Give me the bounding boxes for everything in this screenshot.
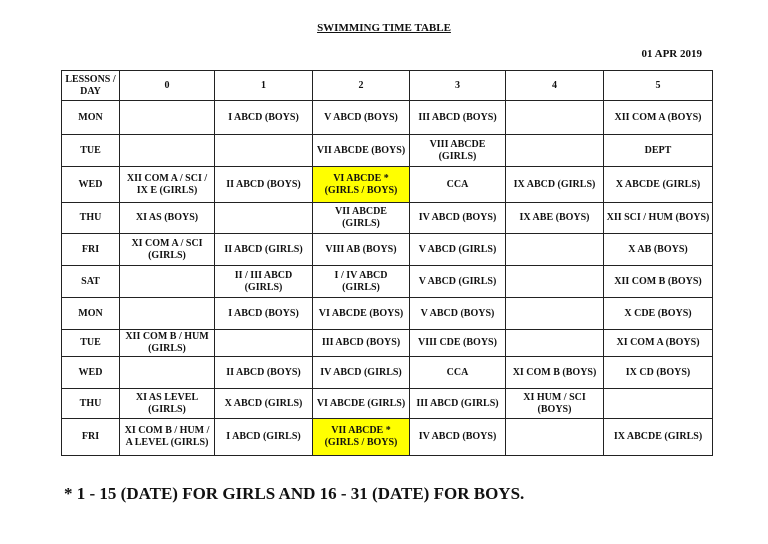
- lesson-cell: X ABCD (GIRLS): [215, 389, 313, 419]
- lesson-cell: XI AS (BOYS): [120, 203, 215, 234]
- lesson-cell: III ABCD (BOYS): [410, 101, 506, 135]
- lesson-cell: II / III ABCD (GIRLS): [215, 266, 313, 298]
- lesson-cell: II ABCD (BOYS): [215, 167, 313, 203]
- lesson-cell: XII COM A / SCI / IX E (GIRLS): [120, 167, 215, 203]
- document-date: 01 APR 2019: [641, 48, 702, 60]
- lesson-cell: [120, 357, 215, 389]
- lesson-cell: [120, 298, 215, 330]
- lesson-cell: I ABCD (GIRLS): [215, 419, 313, 456]
- day-cell: SAT: [62, 266, 120, 298]
- table-row: [62, 167, 713, 203]
- lesson-cell: [120, 266, 215, 298]
- lesson-cell: CCA: [410, 357, 506, 389]
- lesson-cell: X CDE (BOYS): [604, 298, 713, 330]
- footnote: * 1 - 15 (DATE) FOR GIRLS AND 16 - 31 (DATE) FOR BOYS.: [64, 484, 525, 503]
- page-title: SWIMMING TIME TABLE: [317, 22, 451, 34]
- table-row: [62, 266, 713, 298]
- header-cell-lesson-0: 0: [120, 71, 215, 101]
- lesson-cell: [120, 135, 215, 167]
- lesson-cell: [506, 419, 604, 456]
- lesson-cell: I ABCD (BOYS): [215, 298, 313, 330]
- day-cell: WED: [62, 167, 120, 203]
- lesson-cell: DEPT: [604, 135, 713, 167]
- header-cell-lesson-1: 1: [215, 71, 313, 101]
- lesson-cell: XII COM A (BOYS): [604, 101, 713, 135]
- swimming-timetable: [61, 70, 713, 456]
- day-cell: MON: [62, 298, 120, 330]
- lesson-cell: V ABCD (GIRLS): [410, 234, 506, 266]
- header-cell-lesson-2: 2: [313, 71, 410, 101]
- lesson-cell: VI ABCDE * (GIRLS / BOYS): [313, 167, 410, 203]
- lesson-cell: IX ABCDE (GIRLS): [604, 419, 713, 456]
- day-cell: MON: [62, 101, 120, 135]
- lesson-cell: [506, 266, 604, 298]
- lesson-cell: IV ABCD (BOYS): [410, 203, 506, 234]
- table-row: [62, 419, 713, 456]
- lesson-cell: [215, 135, 313, 167]
- header-cell-lesson-5: 5: [604, 71, 713, 101]
- lesson-cell: II ABCD (BOYS): [215, 357, 313, 389]
- lesson-cell: [120, 101, 215, 135]
- day-cell: THU: [62, 203, 120, 234]
- lesson-cell: IX CD (BOYS): [604, 357, 713, 389]
- lesson-cell: I ABCD (BOYS): [215, 101, 313, 135]
- lesson-cell: VI ABCDE (GIRLS): [313, 389, 410, 419]
- lesson-cell: III ABCD (GIRLS): [410, 389, 506, 419]
- day-cell: FRI: [62, 419, 120, 456]
- lesson-cell: XII SCI / HUM (BOYS): [604, 203, 713, 234]
- lesson-cell: XI COM B / HUM / A LEVEL (GIRLS): [120, 419, 215, 456]
- lesson-cell: XI AS LEVEL (GIRLS): [120, 389, 215, 419]
- lesson-cell: VII ABCDE * (GIRLS / BOYS): [313, 419, 410, 456]
- day-cell: TUE: [62, 330, 120, 357]
- lesson-cell: [506, 234, 604, 266]
- lesson-cell: [506, 135, 604, 167]
- lesson-cell: IX ABCD (GIRLS): [506, 167, 604, 203]
- lesson-cell: III ABCD (BOYS): [313, 330, 410, 357]
- lesson-cell: X AB (BOYS): [604, 234, 713, 266]
- lesson-cell: V ABCD (BOYS): [313, 101, 410, 135]
- table-row: [62, 101, 713, 135]
- table-row: [62, 234, 713, 266]
- lesson-cell: [215, 330, 313, 357]
- lesson-cell: V ABCD (GIRLS): [410, 266, 506, 298]
- header-row: [62, 71, 713, 101]
- day-cell: WED: [62, 357, 120, 389]
- lesson-cell: [604, 389, 713, 419]
- lesson-cell: VIII CDE (BOYS): [410, 330, 506, 357]
- header-cell-lessons-day: LESSONS / DAY: [62, 71, 120, 101]
- lesson-cell: V ABCD (BOYS): [410, 298, 506, 330]
- table-row: [62, 389, 713, 419]
- lesson-cell: X ABCDE (GIRLS): [604, 167, 713, 203]
- lesson-cell: VIII AB (BOYS): [313, 234, 410, 266]
- lesson-cell: VII ABCDE (GIRLS): [313, 203, 410, 234]
- lesson-cell: XI COM A (BOYS): [604, 330, 713, 357]
- lesson-cell: XII COM B (BOYS): [604, 266, 713, 298]
- lesson-cell: VII ABCDE (BOYS): [313, 135, 410, 167]
- table-row: [62, 357, 713, 389]
- lesson-cell: XI HUM / SCI (BOYS): [506, 389, 604, 419]
- lesson-cell: XII COM B / HUM (GIRLS): [120, 330, 215, 357]
- lesson-cell: I / IV ABCD (GIRLS): [313, 266, 410, 298]
- table-row: [62, 330, 713, 357]
- lesson-cell: [506, 101, 604, 135]
- table-row: [62, 298, 713, 330]
- lesson-cell: VI ABCDE (BOYS): [313, 298, 410, 330]
- lesson-cell: IX ABE (BOYS): [506, 203, 604, 234]
- lesson-cell: XI COM A / SCI (GIRLS): [120, 234, 215, 266]
- day-cell: TUE: [62, 135, 120, 167]
- lesson-cell: VIII ABCDE (GIRLS): [410, 135, 506, 167]
- day-cell: FRI: [62, 234, 120, 266]
- header-cell-lesson-4: 4: [506, 71, 604, 101]
- day-cell: THU: [62, 389, 120, 419]
- lesson-cell: CCA: [410, 167, 506, 203]
- lesson-cell: XI COM B (BOYS): [506, 357, 604, 389]
- table-row: [62, 135, 713, 167]
- header-cell-lesson-3: 3: [410, 71, 506, 101]
- lesson-cell: [215, 203, 313, 234]
- lesson-cell: [506, 330, 604, 357]
- lesson-cell: IV ABCD (GIRLS): [313, 357, 410, 389]
- lesson-cell: II ABCD (GIRLS): [215, 234, 313, 266]
- lesson-cell: [506, 298, 604, 330]
- lesson-cell: IV ABCD (BOYS): [410, 419, 506, 456]
- table-row: [62, 203, 713, 234]
